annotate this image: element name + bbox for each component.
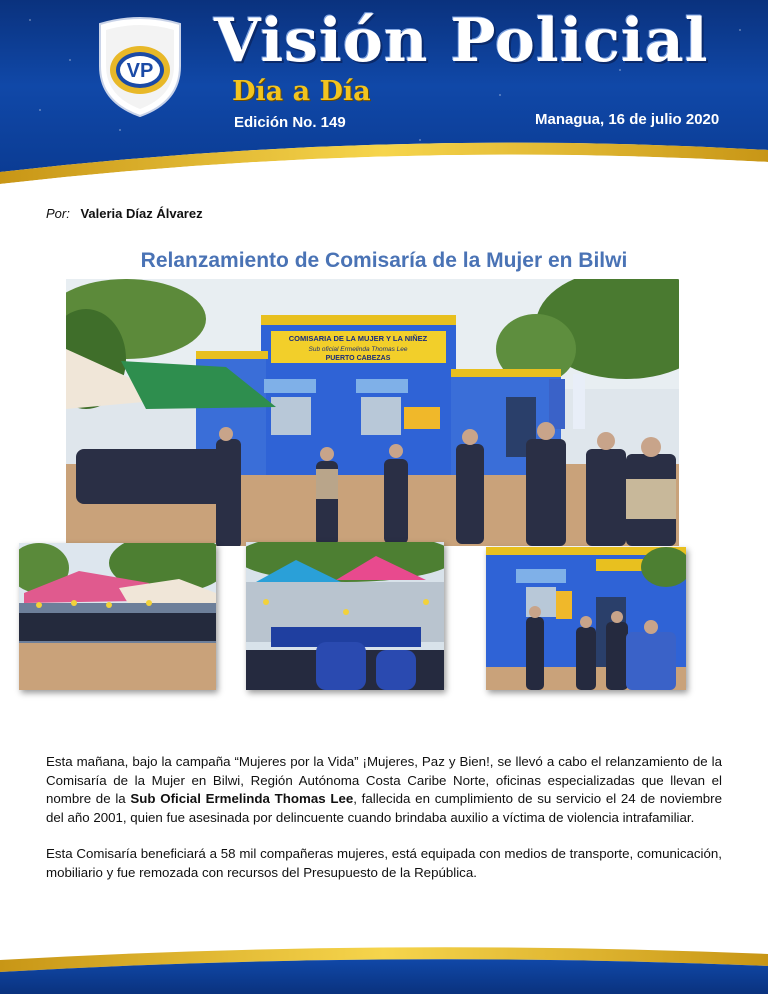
ceremony-stage-photo	[246, 542, 444, 690]
article-headline: Relanzamiento de Comisaría de la Mujer en Bilwi	[140, 249, 628, 272]
svg-text:PUERTO CABEZAS: PUERTO CABEZAS	[325, 355, 391, 362]
dateline: Managua, 16 de julio 2020	[535, 111, 720, 128]
svg-text:VP: VP	[126, 60, 154, 82]
edition-number: Edición No. 149	[234, 114, 346, 131]
masthead	[0, 0, 768, 185]
masthead-title: Visión Policial	[214, 6, 709, 76]
paragraph-1-bold-name: Sub Oficial Ermelinda Thomas Lee	[130, 791, 354, 807]
building-entrance-photo	[486, 547, 686, 690]
svg-text:COMISARIA DE LA MUJER Y LA NIÑ: COMISARIA DE LA MUJER Y LA NIÑEZ	[288, 334, 428, 343]
article-paragraph-2: Esta Comisaría beneficiará a 58 mil compañeras mujeres, está equipada con medios de transporte, comunicación, mobiliario y fue remozada con recursos del Presupuesto de la República.	[46, 846, 722, 880]
article-body	[46, 753, 722, 901]
paragraph-1-text-a: Esta mañana, bajo la campaña “Mujeres por la Vida” ¡Mujeres, Paz y Bien!, se llevó a cabo el relanzamiento de la Comisaría de la Mujer en Bilwi, Región Autónoma Costa Caribe Norte, oficinas especializadas que llevan el nombre de la	[46, 754, 722, 807]
vp-shield-logo	[92, 14, 188, 118]
byline-label: Por:	[46, 206, 70, 221]
main-photo	[66, 279, 679, 546]
byline	[46, 206, 203, 221]
paragraph-1-text-b: , fallecida en cumplimiento de su servicio el 24 de noviembre del año 2001, quien fue asesinada por delincuente cuando brindaba auxilio a víctima de violencia intrafamiliar.	[46, 791, 723, 825]
svg-text:Sub oficial Ermelinda Thomas L: Sub oficial Ermelinda Thomas Lee	[308, 346, 408, 353]
article-paragraph-1	[46, 753, 722, 827]
masthead-subtitle: Día a Día	[232, 76, 371, 107]
footer-band	[0, 930, 768, 994]
tents-crowd-photo	[19, 543, 216, 690]
byline-author: Valeria Díaz Álvarez	[80, 206, 203, 221]
